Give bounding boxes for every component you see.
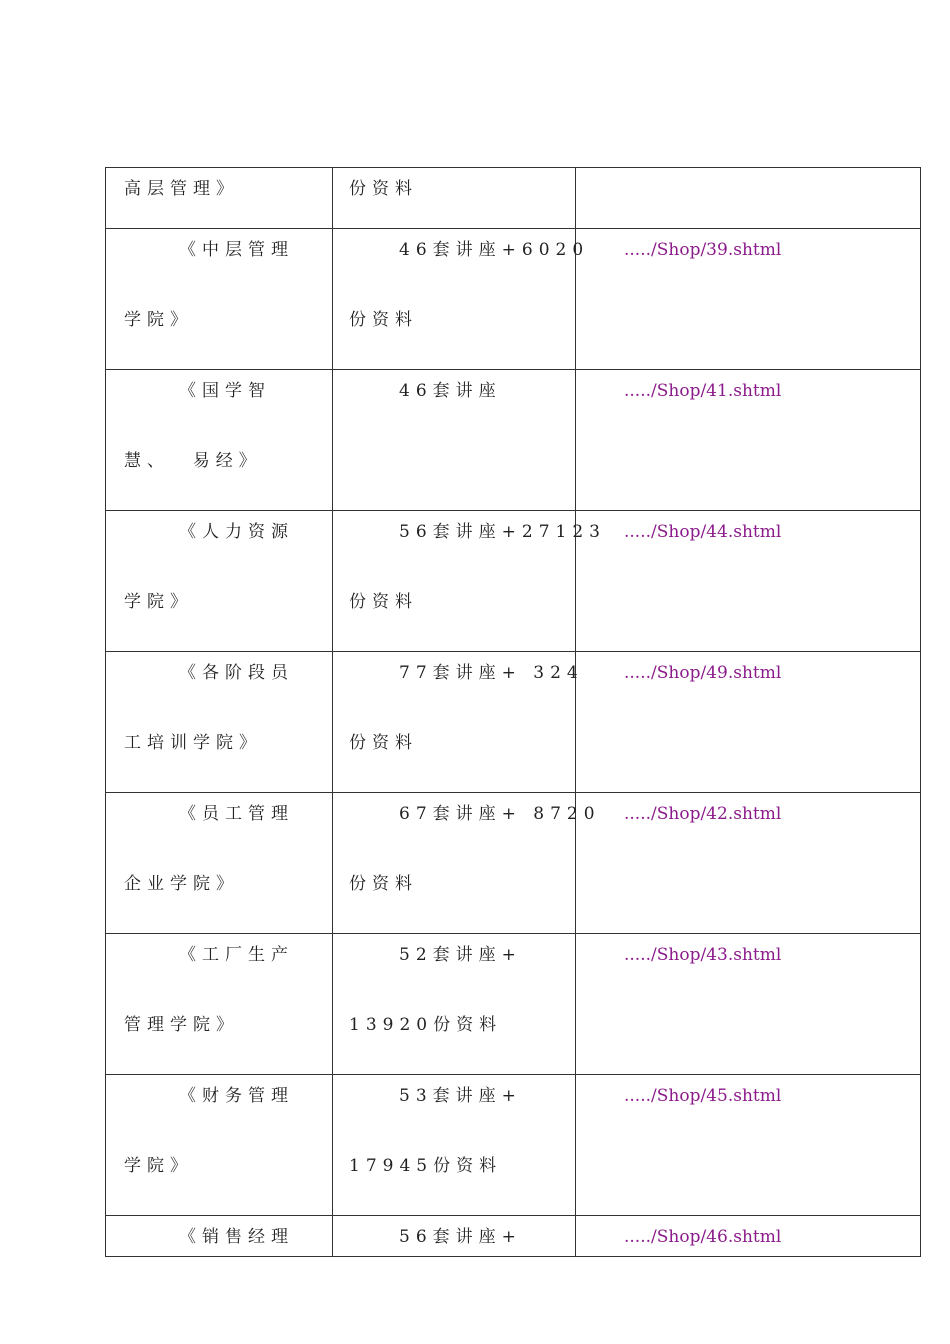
course-name-cell (106, 511, 333, 652)
course-link[interactable]: ...../Shop/49.shtml (624, 663, 782, 683)
table-row (106, 934, 921, 1075)
course-count-line: 份资料 (349, 592, 418, 612)
course-name-cell (106, 1216, 333, 1257)
course-name-cell (106, 370, 333, 511)
course-count-line: 77套讲座+ 324 (399, 663, 584, 683)
table-row (106, 1075, 921, 1216)
course-link[interactable]: ...../Shop/45.shtml (624, 1086, 782, 1106)
course-name-line: 《员工管理 (179, 804, 294, 824)
course-link-cell (576, 229, 921, 370)
course-count-cell (333, 793, 601, 934)
table-row (106, 652, 921, 793)
course-name-line: 《各阶段员 (179, 663, 294, 683)
course-name-line: 学院》 (124, 310, 193, 330)
course-count-cell (333, 370, 576, 511)
table-row (106, 511, 921, 652)
course-link-cell (576, 1216, 921, 1257)
course-name-line: 《销售经理 (179, 1227, 294, 1247)
course-count-line: 52套讲座+ (399, 945, 522, 965)
course-link-cell (576, 793, 921, 934)
course-count-line: 17945份资料 (349, 1156, 503, 1176)
course-name-line: 学院》 (124, 1156, 193, 1176)
course-count-line: 13920份资料 (349, 1015, 503, 1035)
course-name-line: 《国学智 (179, 381, 271, 401)
course-count-line: 56套讲座+ (399, 1227, 522, 1247)
course-link[interactable]: ...../Shop/44.shtml (624, 522, 782, 542)
course-count-line: 份资料 (349, 310, 418, 330)
table-row (106, 1216, 921, 1257)
course-link-cell (576, 934, 921, 1075)
course-count-cell (333, 652, 584, 793)
course-link-cell (576, 511, 921, 652)
course-name-line: 《财务管理 (179, 1086, 294, 1106)
course-name-cell (106, 229, 333, 370)
course-table (105, 167, 921, 1257)
course-count-cell (333, 934, 576, 1075)
course-count-cell (333, 511, 606, 652)
table-row (106, 229, 921, 370)
course-name-cell (106, 1075, 333, 1216)
table-row (106, 793, 921, 934)
course-link[interactable]: ...../Shop/42.shtml (624, 804, 782, 824)
course-count-line: 67套讲座+ 8720 (399, 804, 601, 824)
course-count-cell (333, 168, 576, 229)
course-count-line: 份资料 (349, 733, 418, 753)
course-count-line: 份资料 (349, 874, 418, 894)
course-name-line: 管理学院》 (124, 1015, 239, 1035)
course-name-line: 《人力资源 (179, 522, 294, 542)
course-link[interactable]: ...../Shop/41.shtml (624, 381, 782, 401)
course-link-cell (576, 370, 921, 511)
course-name-line: 学院》 (124, 592, 193, 612)
course-link-cell (576, 168, 921, 229)
course-link[interactable] (576, 168, 920, 228)
course-name-line: 高层管理》 (124, 179, 239, 199)
table-row (106, 370, 921, 511)
course-name-line: 《工厂生产 (179, 945, 294, 965)
course-name-line: 《中层管理 (179, 240, 294, 260)
course-count-cell (333, 1075, 576, 1216)
course-count-line: 份资料 (349, 179, 418, 199)
course-name-cell (106, 793, 333, 934)
course-name-line: 工培训学院》 (124, 733, 262, 753)
course-name-cell (106, 652, 333, 793)
course-count-line: 46套讲座+6020 (399, 240, 590, 260)
table-body (106, 168, 921, 1257)
course-name-cell (106, 168, 333, 229)
course-count-line: 56套讲座+27123 (399, 522, 606, 542)
course-count-cell (333, 229, 590, 370)
course-link[interactable]: ...../Shop/43.shtml (624, 945, 782, 965)
course-count-line: 53套讲座+ (399, 1086, 522, 1106)
course-name-cell (106, 934, 333, 1075)
table-row (106, 168, 921, 229)
course-link[interactable]: ...../Shop/46.shtml (624, 1227, 782, 1247)
course-count-cell (333, 1216, 576, 1257)
course-name-line: 慧、 易经》 (124, 451, 262, 471)
course-link-cell (576, 652, 921, 793)
course-name-line: 企业学院》 (124, 874, 239, 894)
course-link[interactable]: ...../Shop/39.shtml (624, 240, 782, 260)
course-link-cell (576, 1075, 921, 1216)
course-count-line: 46套讲座 (399, 381, 502, 401)
